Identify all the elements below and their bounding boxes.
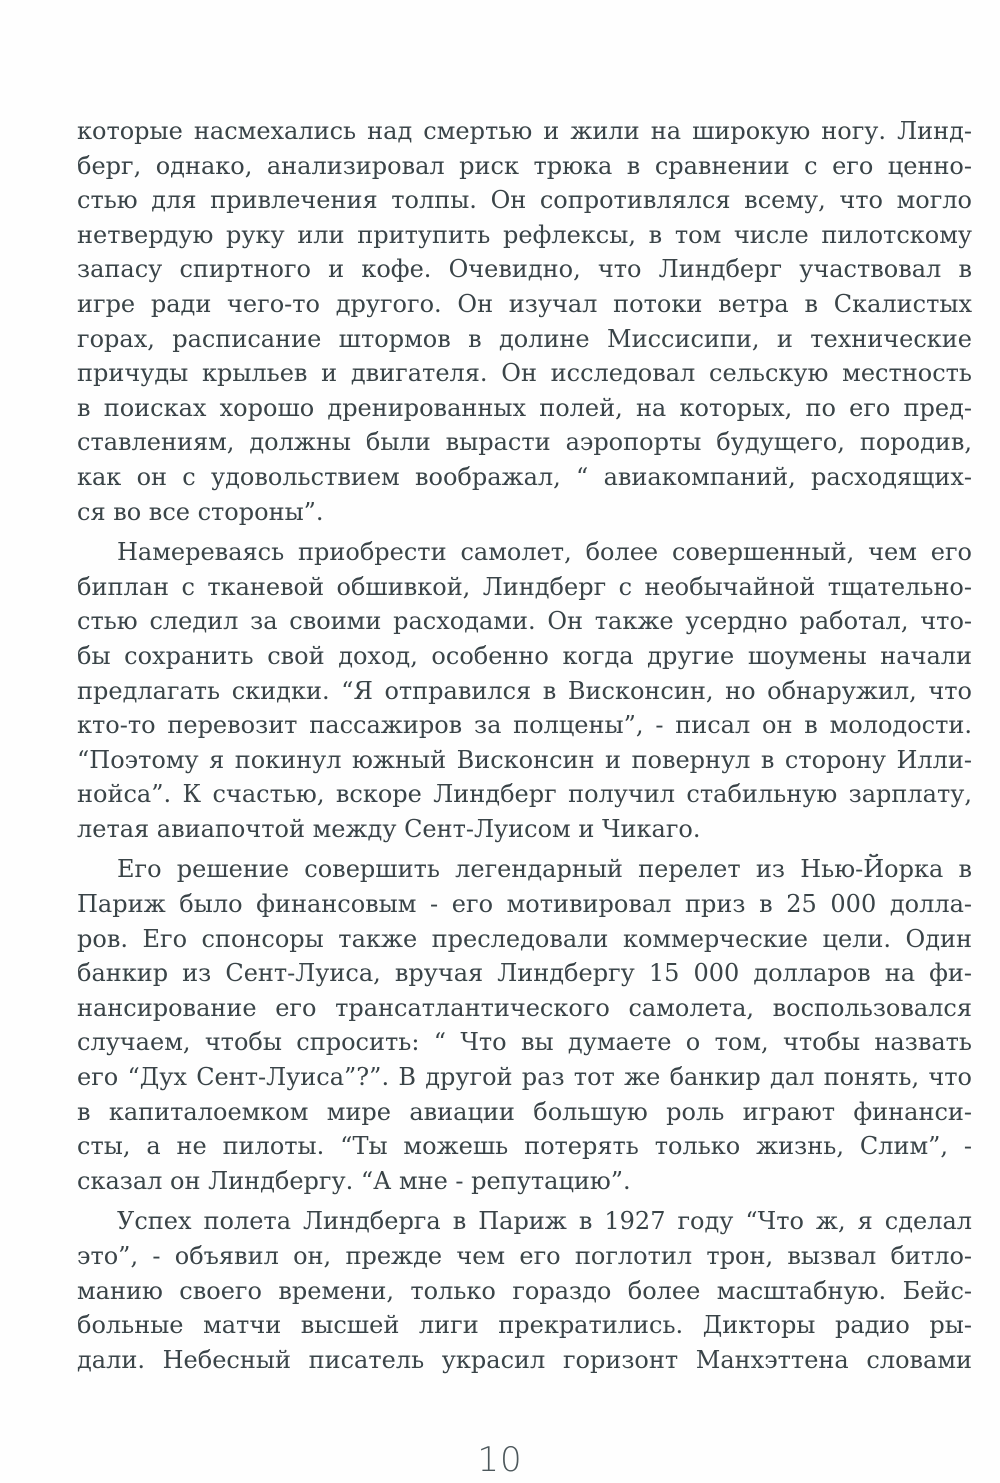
text-line: манию своего времени, только гораздо более масштабную. Бейс- xyxy=(77,1276,972,1305)
text-line: сказал он Линдбергу. “А мне - репутацию”. xyxy=(77,1166,631,1195)
text-line: бы сохранить свой доход, особенно когда другие шоумены начали xyxy=(77,641,972,670)
text-line: причуды крыльев и двигателя. Он исследовал сельскую местность xyxy=(77,359,972,388)
text-line: нойса”. К счастью, вскоре Линдберг получил стабильную зарплату, xyxy=(77,780,972,809)
text-line: это”, - объявил он, прежде чем его поглотил трон, вызвал битло- xyxy=(77,1242,972,1270)
paragraph xyxy=(77,852,972,1198)
paragraph xyxy=(77,114,972,529)
text-line: ставлениям, должны были вырасти аэропорты будущего, породив, xyxy=(77,428,972,457)
text-line: берг, однако, анализировал риск трюка в сравнении с его ценно- xyxy=(77,151,972,180)
text-line: Париж было финансовым - его мотивировал приз в 25 000 долла- xyxy=(77,890,972,919)
text-line: нетвердую руку или притупить рефлексы, в том числе пилотскому xyxy=(77,220,972,249)
text-line: в капиталоемком мире авиации большую роль играют финанси- xyxy=(77,1097,972,1126)
text-line: игре ради чего-то другого. Он изучал потоки ветра в Скалистых xyxy=(77,289,972,318)
text-line: как он с удовольствием воображал, “ авиакомпаний, расходящих- xyxy=(77,462,972,491)
text-line: которые насмехались над смертью и жили на широкую ногу. Линд- xyxy=(77,117,972,145)
text-line: банкир из Сент-Луиса, вручая Линдбергу 15 000 долларов на фи- xyxy=(77,959,972,988)
text-line: больные матчи высшей лиги прекратились. Дикторы радио ры- xyxy=(77,1311,972,1340)
paragraph xyxy=(77,1204,972,1377)
paragraph xyxy=(77,535,972,846)
text-line: горах, расписание штормов в долине Миссисипи, и технические xyxy=(77,324,972,353)
text-line: его “Дух Сент-Луиса”?”. В другой раз тот же банкир дал понять, что xyxy=(77,1063,972,1092)
text-line: дали. Небесный писатель украсил горизонт Манхэттена словами xyxy=(77,1345,972,1374)
text-line: нансирование его трансатлантического самолета, воспользовался xyxy=(77,993,972,1022)
text-line: “Поэтому я покинул южный Висконсин и повернул в сторону Илли- xyxy=(77,745,972,774)
text-line: в поисках хорошо дренированных полей, на которых, по его пред- xyxy=(77,393,972,422)
text-line: летая авиапочтой между Сент-Луисом и Чикаго. xyxy=(77,814,701,843)
text-line: кто-то перевозит пассажиров за полцены”, - писал он в молодости. xyxy=(77,711,972,740)
text-line: стью следил за своими расходами. Он также усердно работал, что- xyxy=(77,607,972,636)
text-line: запасу спиртного и кофе. Очевидно, что Линдберг участвовал в xyxy=(77,255,972,284)
text-line: ров. Его спонсоры также преследовали коммерческие цели. Один xyxy=(77,924,972,953)
body-text xyxy=(77,114,972,1377)
text-line: предлагать скидки. “Я отправился в Висконсин, но обнаружил, что xyxy=(77,676,972,705)
text-line: случаем, чтобы спросить: “ Что вы думаете о том, чтобы назвать xyxy=(77,1028,972,1057)
text-line: Намереваясь приобрести самолет, более совершенный, чем его xyxy=(117,538,972,567)
text-line: биплан с тканевой обшивкой, Линдберг с необычайной тщательно- xyxy=(77,572,972,601)
page-number: 10 xyxy=(477,1440,523,1480)
text-line: Его решение совершить легендарный перелет из Нью-Йорка в xyxy=(117,855,972,884)
text-line: сты, а не пилоты. “Ты можешь потерять только жизнь, Слим”, - xyxy=(77,1132,972,1161)
text-line: стью для привлечения толпы. Он сопротивлялся всему, что могло xyxy=(77,186,972,215)
text-line: Успех полета Линдберга в Париж в 1927 году “Что ж, я сделал xyxy=(117,1207,972,1236)
text-line: ся во все стороны”. xyxy=(77,497,324,526)
